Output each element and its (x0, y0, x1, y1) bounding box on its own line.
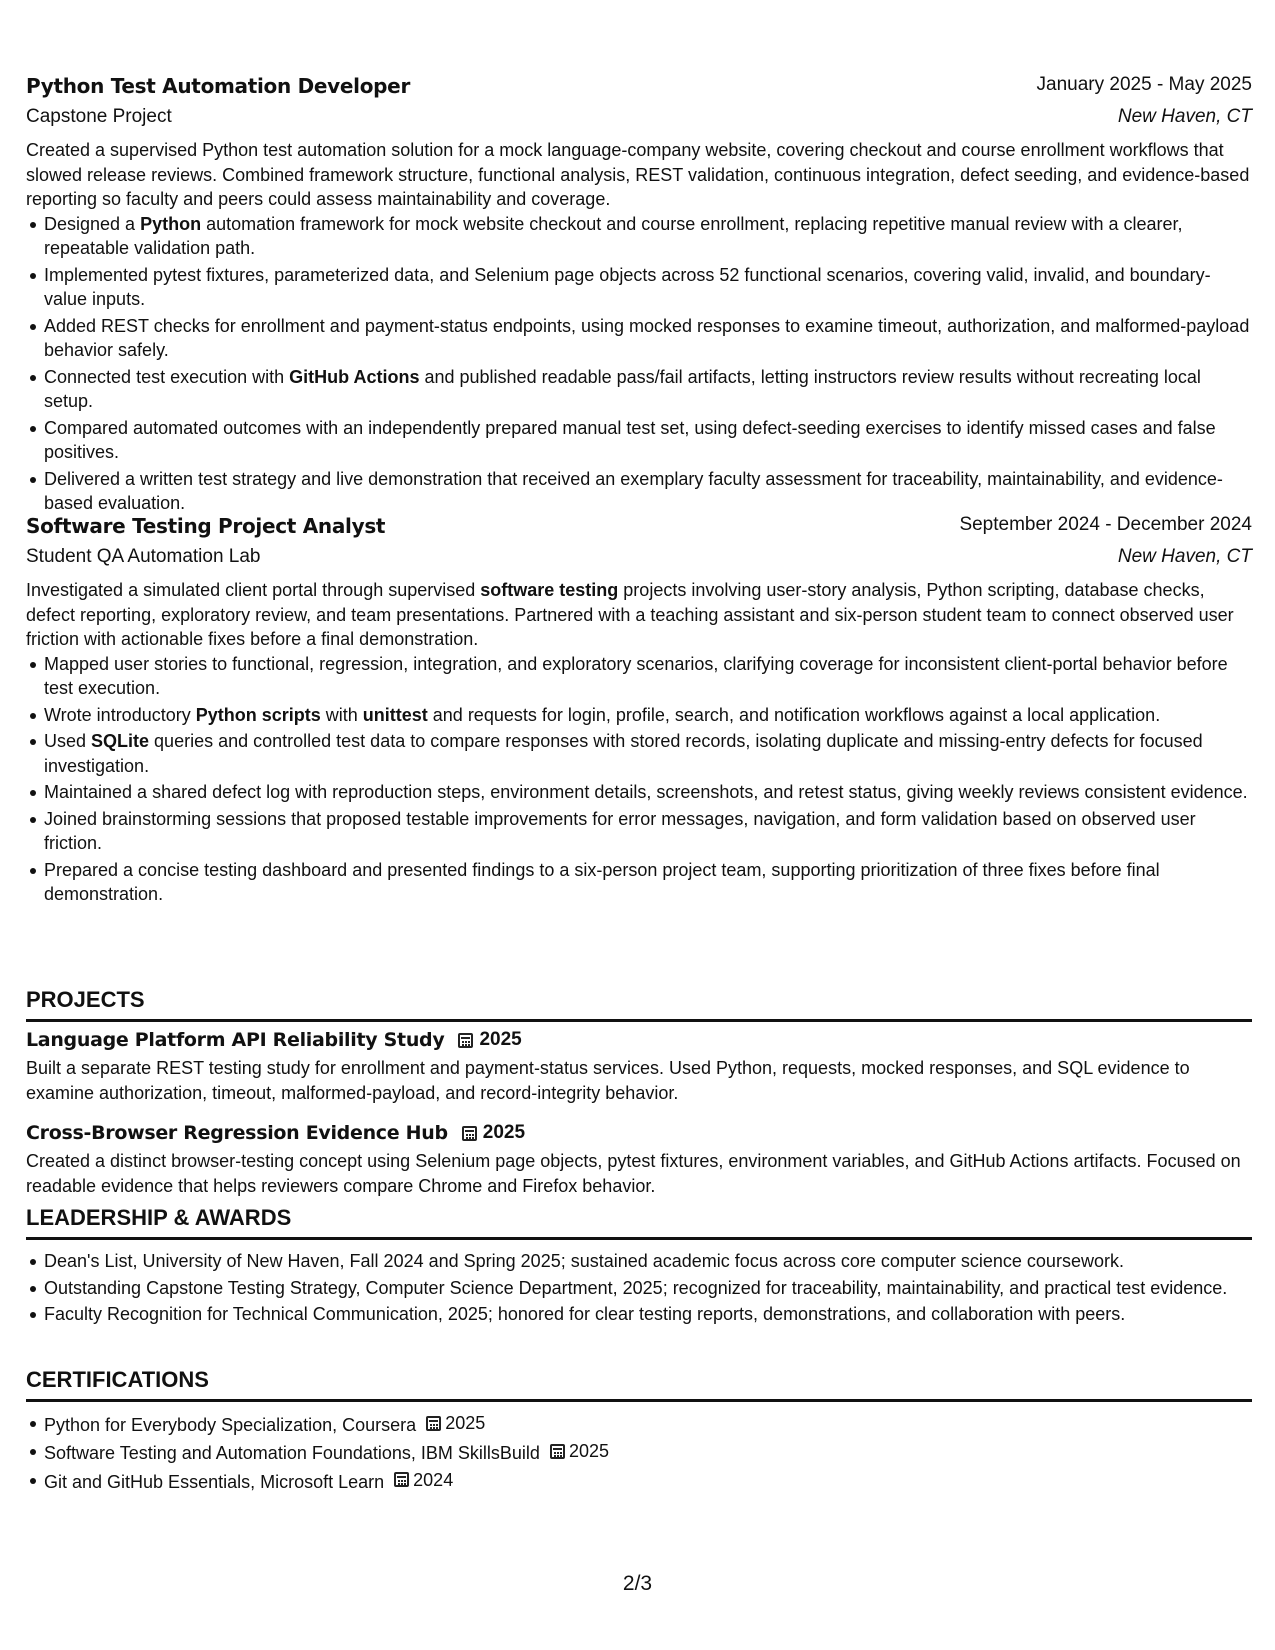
list-item: Prepared a concise testing dashboard and presented findings to a six-person project team, supporting prioritization of three fixes before final demonstration. (44, 858, 1252, 907)
job-organization: Capstone Project (26, 106, 172, 127)
list-item: Used SQLite queries and controlled test data to compare responses with stored records, isolating duplicate and missing-entry defects for focused investigation. (44, 729, 1252, 778)
project-title: Cross-Browser Regression Evidence Hub (26, 1122, 448, 1144)
list-item: Implemented pytest fixtures, parameterized data, and Selenium page objects across 52 functional scenarios, covering valid, invalid, and boundary-value inputs. (44, 263, 1252, 312)
job-title: Python Test Automation Developer (26, 74, 411, 98)
job-dates: September 2024 - December 2024 (959, 514, 1252, 535)
page-number: 2/3 (622, 1572, 653, 1595)
list-item: Faculty Recognition for Technical Communication, 2025; honored for clear testing reports, demonstrations, and collaboration with peers. (44, 1302, 1252, 1327)
list-item: Mapped user stories to functional, regression, integration, and exploratory scenarios, clarifying coverage for inconsistent client-portal behavior before test execution. (44, 652, 1252, 701)
calendar-icon (550, 1444, 565, 1459)
list-item: Added REST checks for enrollment and payment-status endpoints, using mocked responses to examine timeout, authorization, and malformed-payload behavior safely. (44, 314, 1252, 363)
job-dates: January 2025 - May 2025 (1036, 74, 1252, 95)
list-item: Connected test execution with GitHub Actions and published readable pass/fail artifacts, letting instructors review results without recreating local setup. (44, 365, 1252, 414)
project-entry (26, 1024, 1252, 1105)
list-item: Joined brainstorming sessions that proposed testable improvements for error messages, navigation, and form validation based on observed user friction. (44, 807, 1252, 856)
list-item: Git and GitHub Essentials, Microsoft Learn 2024 (44, 1468, 1252, 1494)
list-item: Maintained a shared defect log with reproduction steps, environment details, screenshots, and retest status, giving weekly reviews consistent evidence. (44, 780, 1252, 805)
list-item: Compared automated outcomes with an independently prepared manual test set, using defect-seeding exercises to identify missed cases and false positives. (44, 416, 1252, 465)
job-summary: Investigated a simulated client portal through supervised software testing projects involving user-story analysis, Python scripting, database checks, defect reporting, exploratory review, and team presentations. Partnered with a teaching assistant and six-person student team to connect observed user friction with actionable fixes before a final demonstration. (26, 580, 1234, 649)
calendar-icon (394, 1472, 409, 1487)
job-bullets (26, 212, 1252, 516)
experience-entry (26, 514, 1252, 909)
project-date: 2025 (458, 1029, 521, 1051)
list-item: Python for Everybody Specialization, Coursera 2025 (44, 1411, 1252, 1437)
project-entry (26, 1117, 1252, 1198)
project-title: Language Platform API Reliability Study (26, 1029, 445, 1051)
calendar-icon (426, 1416, 441, 1431)
job-bullets (26, 652, 1252, 907)
list-item: Delivered a written test strategy and live demonstration that received an exemplary faculty assessment for traceability, maintainability, and evidence-based evaluation. (44, 467, 1252, 516)
list-item: Software Testing and Automation Foundations, IBM SkillsBuild 2025 (44, 1439, 1252, 1465)
job-summary: Created a supervised Python test automation solution for a mock language-company website, covering checkout and course enrollment workflows that slowed release reviews. Combined framework structure, functional analysis, REST validation, continuous integration, defect seeding, and evidence-based reporting so faculty and peers could assess maintainability and coverage. (26, 140, 1250, 209)
leadership-list (26, 1249, 1252, 1329)
section-heading-certifications: CERTIFICATIONS (26, 1367, 1252, 1402)
list-item: Designed a Python automation framework for mock website checkout and course enrollment, replacing repetitive manual review with a clearer, repeatable validation path. (44, 212, 1252, 261)
calendar-icon (462, 1126, 477, 1141)
job-organization: Student QA Automation Lab (26, 546, 261, 567)
list-item: Dean's List, University of New Haven, Fall 2024 and Spring 2025; sustained academic focus across core computer science coursework. (44, 1249, 1252, 1274)
project-date: 2025 (462, 1122, 525, 1144)
experience-entry (26, 74, 1252, 518)
project-description: Created a distinct browser-testing concept using Selenium page objects, pytest fixtures, environment variables, and GitHub Actions artifacts. Focused on readable evidence that helps reviewers compare Chrome and Firefox behavior. (26, 1151, 1241, 1196)
job-location: New Haven, CT (1117, 106, 1252, 127)
job-title: Software Testing Project Analyst (26, 514, 386, 538)
certifications-list (26, 1411, 1252, 1496)
calendar-icon (458, 1033, 473, 1048)
list-item: Wrote introductory Python scripts with unittest and requests for login, profile, search, and notification workflows against a local application. (44, 703, 1252, 728)
section-heading-projects: PROJECTS (26, 987, 1252, 1022)
job-location: New Haven, CT (1117, 546, 1252, 567)
section-heading-leadership: LEADERSHIP & AWARDS (26, 1205, 1252, 1240)
list-item: Outstanding Capstone Testing Strategy, Computer Science Department, 2025; recognized for traceability, maintainability, and practical test evidence. (44, 1276, 1252, 1301)
project-description: Built a separate REST testing study for enrollment and payment-status services. Used Python, requests, mocked responses, and SQL evidence to examine authorization, timeout, malformed-payload, and record-integrity behavior. (26, 1058, 1190, 1103)
